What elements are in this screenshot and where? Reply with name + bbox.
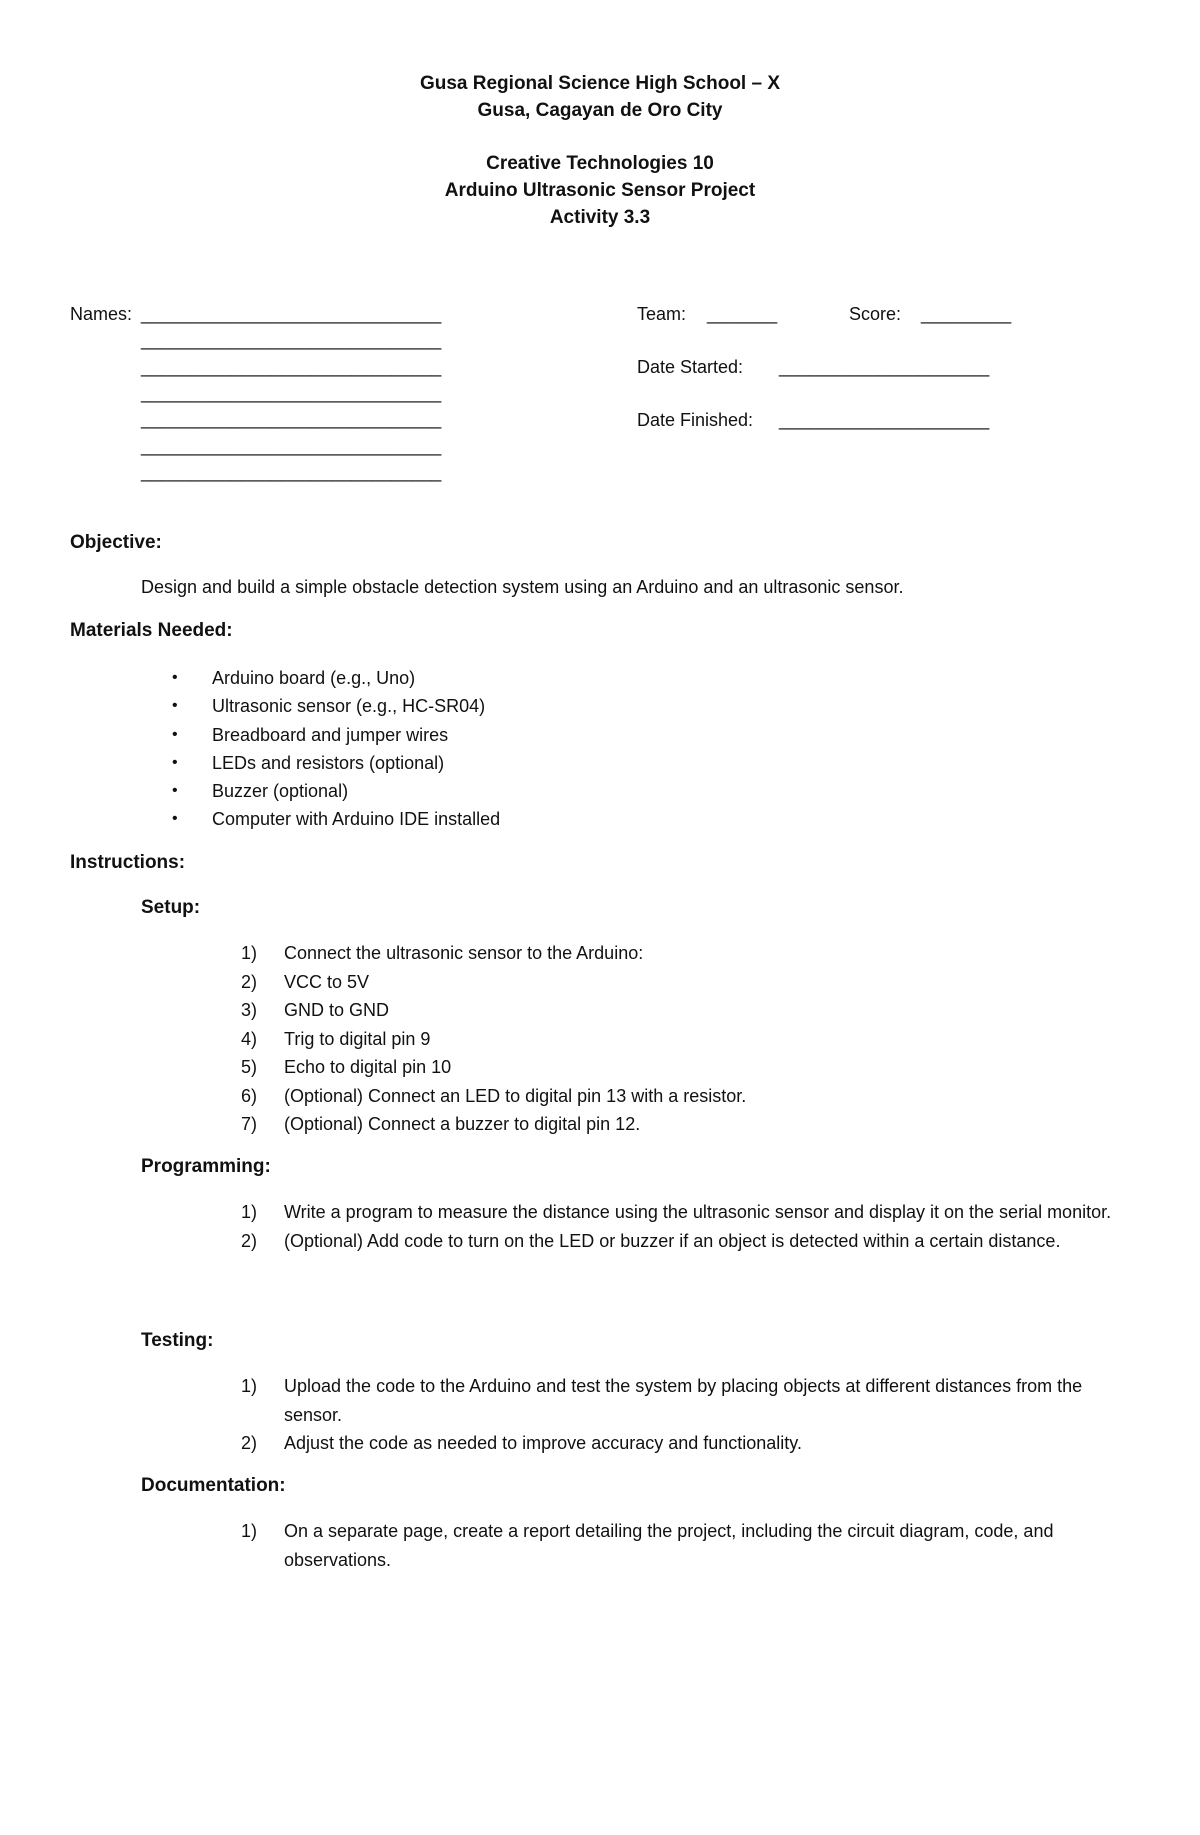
list-item — [241, 1110, 1121, 1139]
bullet-icon: • — [172, 782, 178, 800]
step-number: 1) — [241, 1376, 258, 1396]
step-text: On a separate page, create a report detailing the project, including the circuit diagram, code, and observations. — [284, 1521, 1054, 1570]
testing-title: Testing: — [141, 1330, 214, 1351]
list-item — [241, 1198, 1121, 1227]
date-finished-label: Date Finished: — [637, 410, 754, 430]
step-text: Trig to digital pin 9 — [284, 1028, 431, 1049]
step-number: 6) — [241, 1085, 258, 1106]
score-label: Score: — [849, 304, 902, 324]
list-item — [241, 968, 1121, 997]
step-text: (Optional) Connect an LED to digital pin 13 with a resistor. — [284, 1085, 747, 1106]
school-location: Gusa, Cagayan de Oro City — [477, 100, 723, 121]
material-text: Buzzer (optional) — [212, 781, 349, 802]
names-field-line[interactable]: ______________________________ — [141, 356, 442, 377]
programming-steps — [241, 1198, 1121, 1255]
list-item — [241, 996, 1121, 1025]
team-label: Team: — [637, 304, 687, 324]
step-number: 2) — [241, 1230, 258, 1251]
list-item — [241, 1372, 1121, 1429]
names-field-line[interactable]: ______________________________ — [141, 304, 442, 324]
step-text: Connect the ultrasonic sensor to the Arduino: — [284, 943, 644, 963]
step-text: (Optional) Add code to turn on the LED or buzzer if an object is detected within a certain distance. — [284, 1230, 1061, 1251]
documentation-title: Documentation: — [141, 1475, 286, 1496]
testing-steps — [241, 1372, 1121, 1458]
list-item — [241, 1517, 1121, 1574]
step-number: 2) — [241, 1433, 258, 1453]
list-item — [241, 939, 1121, 968]
step-number: 1) — [241, 1202, 258, 1222]
subject-title: Creative Technologies 10 — [486, 153, 714, 174]
list-item — [241, 1025, 1121, 1054]
names-field-line[interactable]: ______________________________ — [141, 382, 442, 403]
setup-steps — [241, 939, 1121, 1139]
names-field-line[interactable]: ______________________________ — [141, 409, 442, 430]
objective-text: Design and build a simple obstacle detection system using an Arduino and an ultrasonic sensor. — [141, 577, 904, 597]
names-field-line[interactable]: ______________________________ — [141, 435, 442, 456]
step-number: 1) — [241, 1521, 258, 1541]
step-text: Write a program to measure the distance using the ultrasonic sensor and display it on the serial monitor. — [284, 1202, 1112, 1222]
step-number: 7) — [241, 1114, 258, 1134]
material-text: Arduino board (e.g., Uno) — [212, 668, 416, 688]
names-label: Names: — [70, 304, 133, 324]
list-item — [170, 749, 500, 777]
date-started-label: Date Started: — [637, 357, 744, 377]
list-item — [170, 721, 500, 749]
step-number: 2) — [241, 971, 258, 992]
step-number: 1) — [241, 943, 258, 963]
activity-number: Activity 3.3 — [549, 207, 651, 228]
step-text: Adjust the code as needed to improve accuracy and functionality. — [284, 1433, 802, 1453]
step-text: GND to GND — [284, 1000, 390, 1020]
objective-title: Objective: — [70, 532, 162, 553]
material-text: Computer with Arduino IDE installed — [212, 809, 501, 830]
names-field-line[interactable]: ______________________________ — [141, 330, 442, 351]
step-text: Upload the code to the Arduino and test the system by placing objects at different distances from the sensor. — [284, 1376, 1083, 1425]
bullet-icon: • — [172, 810, 178, 828]
date-finished-field[interactable]: _____________________ — [779, 410, 990, 430]
date-started-field[interactable]: _____________________ — [779, 357, 990, 377]
bullet-icon: • — [172, 753, 178, 771]
bullet-icon: • — [172, 725, 178, 743]
step-number: 4) — [241, 1028, 258, 1049]
list-item — [241, 1053, 1121, 1082]
school-name: Gusa Regional Science High School – X — [419, 73, 781, 94]
material-text: LEDs and resistors (optional) — [212, 752, 445, 773]
material-text: Breadboard and jumper wires — [212, 724, 449, 745]
list-item — [241, 1429, 1121, 1458]
names-field-line[interactable]: ______________________________ — [141, 461, 442, 482]
instructions-title: Instructions: — [70, 852, 186, 873]
list-item — [241, 1082, 1121, 1111]
materials-list — [170, 664, 500, 834]
list-item — [170, 777, 500, 805]
step-text: VCC to 5V — [284, 971, 370, 992]
step-text: (Optional) Connect a buzzer to digital pin 12. — [284, 1114, 641, 1134]
material-text: Ultrasonic sensor (e.g., HC-SR04) — [212, 696, 486, 717]
project-title: Arduino Ultrasonic Sensor Project — [444, 180, 756, 201]
school-header — [0, 70, 1200, 124]
documentation-steps — [241, 1517, 1121, 1574]
list-item — [241, 1227, 1121, 1256]
team-field[interactable]: _______ — [707, 304, 778, 324]
setup-title: Setup: — [141, 897, 201, 918]
activity-header — [0, 150, 1200, 231]
step-text: Echo to digital pin 10 — [284, 1057, 452, 1077]
list-item — [170, 692, 500, 720]
list-item — [170, 664, 500, 692]
materials-title: Materials Needed: — [70, 620, 233, 641]
bullet-icon: • — [172, 697, 178, 715]
step-number: 3) — [241, 1000, 258, 1020]
bullet-icon: • — [172, 669, 178, 686]
score-field[interactable]: _________ — [921, 304, 1012, 324]
step-number: 5) — [241, 1057, 258, 1077]
programming-title: Programming: — [141, 1156, 271, 1177]
list-item — [170, 805, 500, 833]
